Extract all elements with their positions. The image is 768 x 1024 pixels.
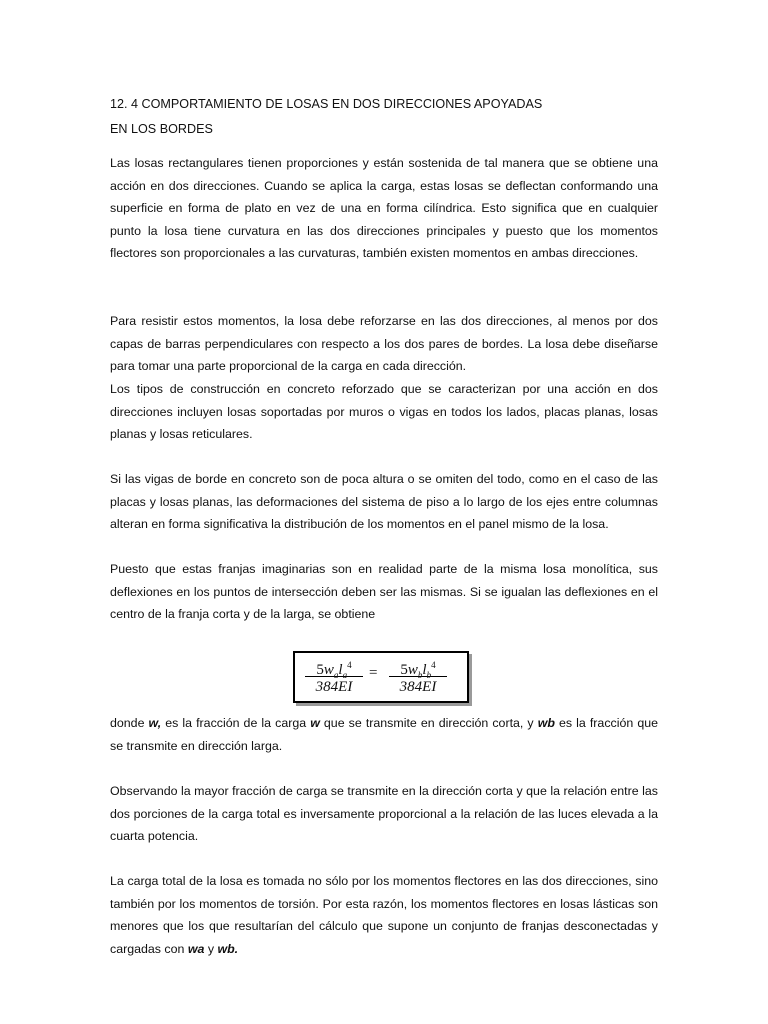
paragraph-6: donde w, es la fracción de la carga w que se transmite en dirección corta, y wb es la fracción que se transmite en dirección larga.	[110, 716, 658, 753]
paragraph-7: Observando la mayor fracción de carga se transmite en la dirección corta y que la relación entre las dos porciones de la carga total es inversamente proporcional a la relación de las luces elevada a la cuarta potencia.	[110, 784, 658, 844]
heading-line-1: 12. 4 COMPORTAMIENTO DE LOSAS EN DOS DIRECCIONES APOYADAS	[110, 97, 543, 111]
paragraph-8: La carga total de la losa es tomada no sólo por los momentos flectores en las dos direcciones, sino también por los momentos de torsión. Por esta razón, los momentos flectores en losas lásticas son menores que los que resultarían del cálculo que supone un conjunto de franjas desconectadas y cargadas con wa y wb.	[110, 874, 658, 956]
paragraph-3: Los tipos de construcción en concreto reforzado que se caracterizan por una acción en dos direcciones incluyen losas soportadas por muros o vigas en todos los lados, placas planas, losas planas y losas reticulares.	[110, 382, 658, 442]
left-numerator: $5w_al_a^4$	[316, 660, 352, 680]
section-heading	[110, 92, 670, 142]
equals-sign: =	[369, 665, 378, 681]
left-fraction	[301, 656, 367, 697]
paragraph-5: Puesto que estas franjas imaginarias son en realidad parte de la misma losa monolítica, sus deflexiones en los puntos de intersección deben ser las mismas. Si se igualan las deflexiones en el centro de la franja corta y de la larga, se obtiene	[110, 562, 658, 622]
left-denominator: 384EI	[315, 679, 353, 695]
paragraph-4: Si las vigas de borde en concreto son de poca altura o se omiten del todo, como en el caso de las placas y losas planas, las deformaciones del sistema de piso a lo largo de los ejes entre columnas alteran en forma significativa la distribución de los momentos en el panel mismo de la losa.	[110, 472, 658, 532]
right-numerator: $5w_bl_b^4$	[400, 660, 436, 680]
right-denominator: 384EI	[399, 679, 437, 695]
heading-line-2: EN LOS BORDES	[110, 122, 213, 136]
right-fraction	[385, 656, 451, 697]
paragraph-2: Para resistir estos momentos, la losa debe reforzarse en las dos direcciones, al menos por dos capas de barras perpendiculares con respecto a los dos pares de bordes. La losa debe diseñarse para tomar una parte proporcional de la carga en cada dirección.	[110, 314, 658, 374]
paragraph-1: Las losas rectangulares tienen proporciones y están sostenida de tal manera que se obtiene una acción en dos direcciones. Cuando se aplica la carga, estas losas se deflectan conformando una superficie en forma de plato en vez de una en forma cilíndrica. Esto significa que en cualquier punto la losa tiene curvatura en las dos direcciones principales y puesto que los momentos flectores son proporcionales a las curvaturas, también existen momentos en ambas direcciones.	[110, 156, 658, 261]
deflection-equation	[293, 651, 469, 703]
